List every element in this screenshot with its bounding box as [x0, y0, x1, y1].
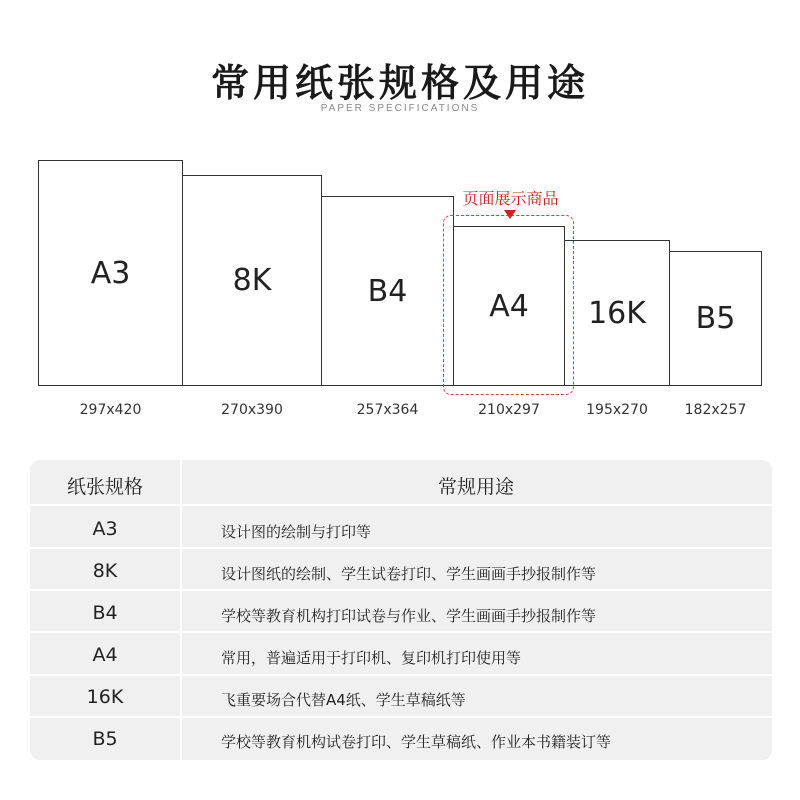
paper-8k — [182, 175, 322, 386]
divider — [30, 547, 772, 549]
paper-size-16k: 195x270 — [586, 402, 648, 418]
paper-size-b4: 257x364 — [356, 402, 419, 418]
paper-label: 8K — [232, 263, 272, 298]
row-spec: A3 — [92, 518, 118, 540]
paper-b5 — [669, 251, 762, 386]
paper-label: B4 — [367, 273, 408, 309]
paper-16k — [564, 240, 670, 386]
paper-label: A4 — [489, 288, 529, 324]
divider — [30, 631, 772, 633]
paper-a3 — [38, 160, 183, 386]
header-spec: 纸张规格 — [66, 476, 143, 498]
spec-table — [30, 460, 772, 760]
paper-label: A3 — [90, 255, 131, 291]
paper-size-a4: 210x297 — [478, 402, 540, 418]
arrow-down-icon — [504, 210, 516, 219]
paper-size-b5: 182x257 — [684, 402, 747, 418]
highlight-frame — [443, 215, 574, 395]
paper-label: 16K — [588, 295, 646, 331]
divider — [30, 504, 772, 506]
paper-label: B5 — [695, 301, 736, 336]
page-title: 常用纸张规格及用途 — [210, 61, 589, 105]
highlight-label: 页面展示商品 — [462, 189, 559, 208]
divider — [30, 589, 772, 591]
row-usage: 常用，普遍适用于打印机、复印机打印使用等 — [221, 649, 522, 667]
paper-size-a3: 297x420 — [79, 402, 142, 418]
row-spec: 8K — [92, 560, 118, 582]
row-usage: 设计图纸的绘制、学生试卷打印、学生画画手抄报制作等 — [221, 565, 597, 583]
row-spec: B4 — [92, 602, 118, 624]
row-spec: A4 — [92, 644, 118, 666]
header-usage: 常规用途 — [437, 476, 514, 498]
divider — [30, 716, 772, 718]
paper-b4 — [321, 196, 454, 386]
row-spec: 16K — [86, 686, 124, 708]
row-usage: 学校等教育机构打印试卷与作业、学生画画手抄报制作等 — [221, 607, 597, 625]
row-usage: 飞重要场合代替A4纸、学生草稿纸等 — [221, 691, 466, 709]
divider — [30, 674, 772, 676]
column-divider — [180, 460, 182, 760]
row-usage: 设计图的绘制与打印等 — [221, 523, 372, 541]
row-spec: B5 — [92, 728, 118, 750]
row-usage: 学校等教育机构试卷打印、学生草稿纸、作业本书籍装订等 — [221, 733, 612, 751]
paper-size-8k: 270x390 — [221, 402, 283, 418]
page-subtitle: PAPER SPECIFICATIONS — [320, 103, 480, 114]
